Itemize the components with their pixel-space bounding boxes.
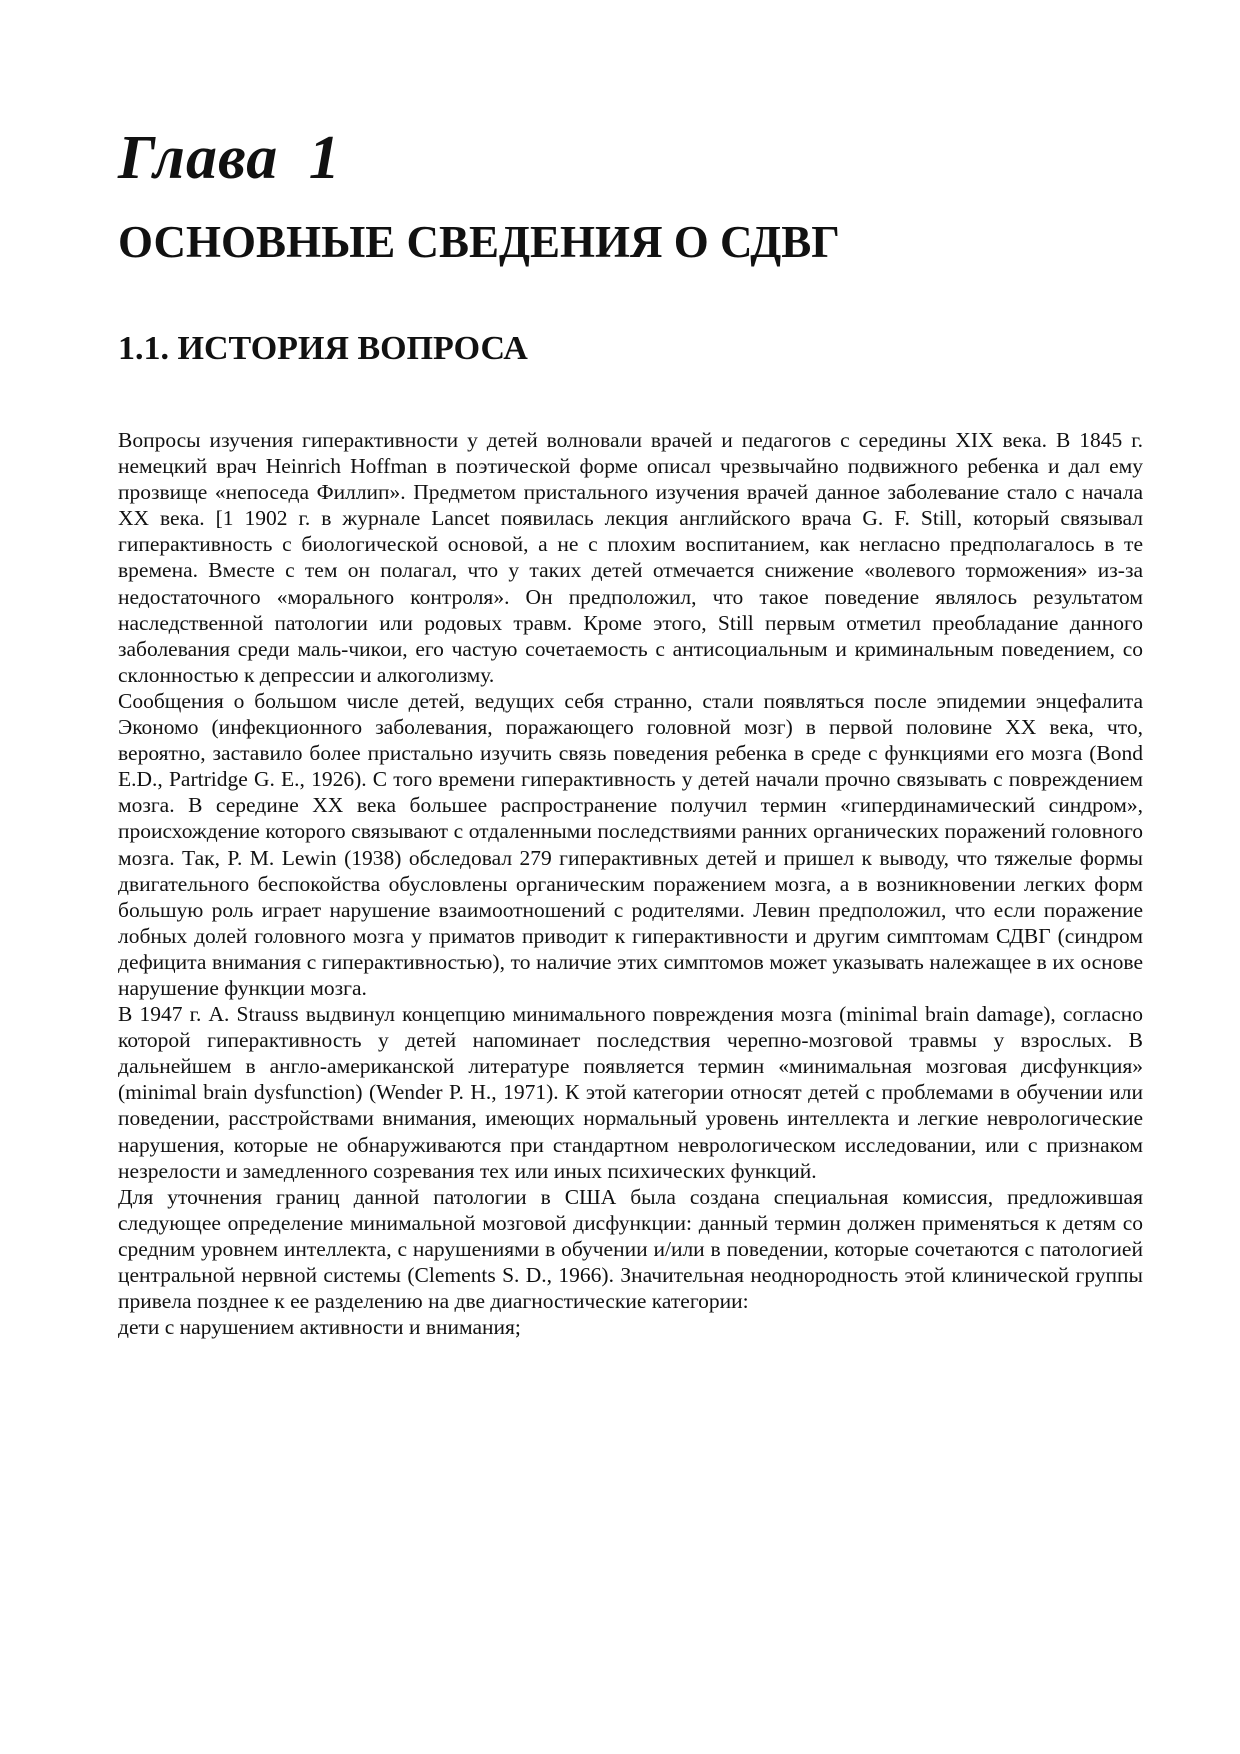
paragraph: Вопросы изучения гиперактивности у детей волновали врачей и педагогов с середины XIX века. В 1845 г. немецкий врач Heinrich Hoffman в поэтической форме описал чрезвычайно подвижного ребенка и дал ему прозвище «непоседа Филлип». Предметом пристального изучения врачей данное заболевание стало с начала XX века. [1 1902 г. в журнале Lancet появилась лекция английского врача G. F. Still, который связывал гиперактивность с биологической основой, а не с плохим воспитанием, как негласно предполагалось в те времена. Вместе с тем он полагал, что у таких детей отмечается снижение «волевого торможения» из-за недостаточного «морального контроля». Он предположил, что такое поведение являлось результатом наследственной патологии или родовых травм. Кроме этого, Still первым отметил преобладание данного заболевания среди маль-чикои, его частую сочетаемость с антисоциальным и криминальным поведением, со склонностью к депрессии и алкоголизму. (118, 428, 1143, 687)
section-title: 1.1. ИСТОРИЯ ВОПРОСА (118, 330, 528, 367)
chapter-title: ОСНОВНЫЕ СВЕДЕНИЯ О СДВГ (118, 217, 840, 267)
paragraph: Для уточнения границ данной патологии в США была создана специальная комиссия, предложившая следующее определение минимальной мозговой дисфункции: данный термин должен применяться к детям со средним уровнем интеллекта, с нарушениями в обучении и/или в поведении, которые сочетаются с патологией центральной нервной системы (Clements S. D., 1966). Значительная неоднородность этой клинической группы привела позднее к ее разделению на две диагностические категории: (118, 1184, 1143, 1314)
paragraph: Сообщения о большом числе детей, ведущих себя странно, стали появляться после эпидемии энцефалита Экономо (инфекционного заболевания, поражающего головной мозг) в первой половине XX века, что, вероятно, заставило более пристально изучить связь поведения ребенка в среде с функциями его мозга (Bond E.D., Partridge G. E., 1926). С того времени гиперактивность у детей начали прочно связывать с повреждением мозга. В середине XX века большее распространение получил термин «гипердинамический синдром», происхождение которого связывают с отдаленными последствиями ранних органических поражений головного мозга. Так, P. M. Lewin (1938) обследовал 279 гиперактивных детей и пришел к выводу, что тяжелые формы двигательного беспокойства обусловлены органическим поражением мозга, а в возникновении легких форм большую роль играет нарушение взаимоотношений с родителями. Левин предположил, что если поражение лобных долей головного мозга у приматов приводит к гиперактивности и другим симптомам СДВГ (синдром дефицита внимания с гиперактивностью), то наличие этих симптомов может указывать належащее в их основе нарушение функции мозга. (118, 688, 1143, 1000)
chapter-label: Глава 1 (118, 124, 341, 192)
body-text (118, 427, 1143, 1340)
paragraph: В 1947 г. A. Strauss выдвинул концепцию минимального повреждения мозга (minimal brain damage), согласно которой гиперактивность у детей напоминает последствия черепно-мозговой травмы у взрослых. В дальнейшем в англо-американской литературе появляется термин «минимальная мозговая дисфункция» (minimal brain dysfunction) (Wender P. H., 1971). К этой категории относят детей с проблемами в обучении или поведении, расстройствами внимания, имеющих нормальный уровень интеллекта и легкие неврологические нарушения, которые не обнаруживаются при стандартном неврологическом исследовании, или с признаком незрелости и замедленного созревания тех или иных психических функций. (118, 1002, 1143, 1183)
paragraph: дети с нарушением активности и внимания; (118, 1315, 521, 1340)
